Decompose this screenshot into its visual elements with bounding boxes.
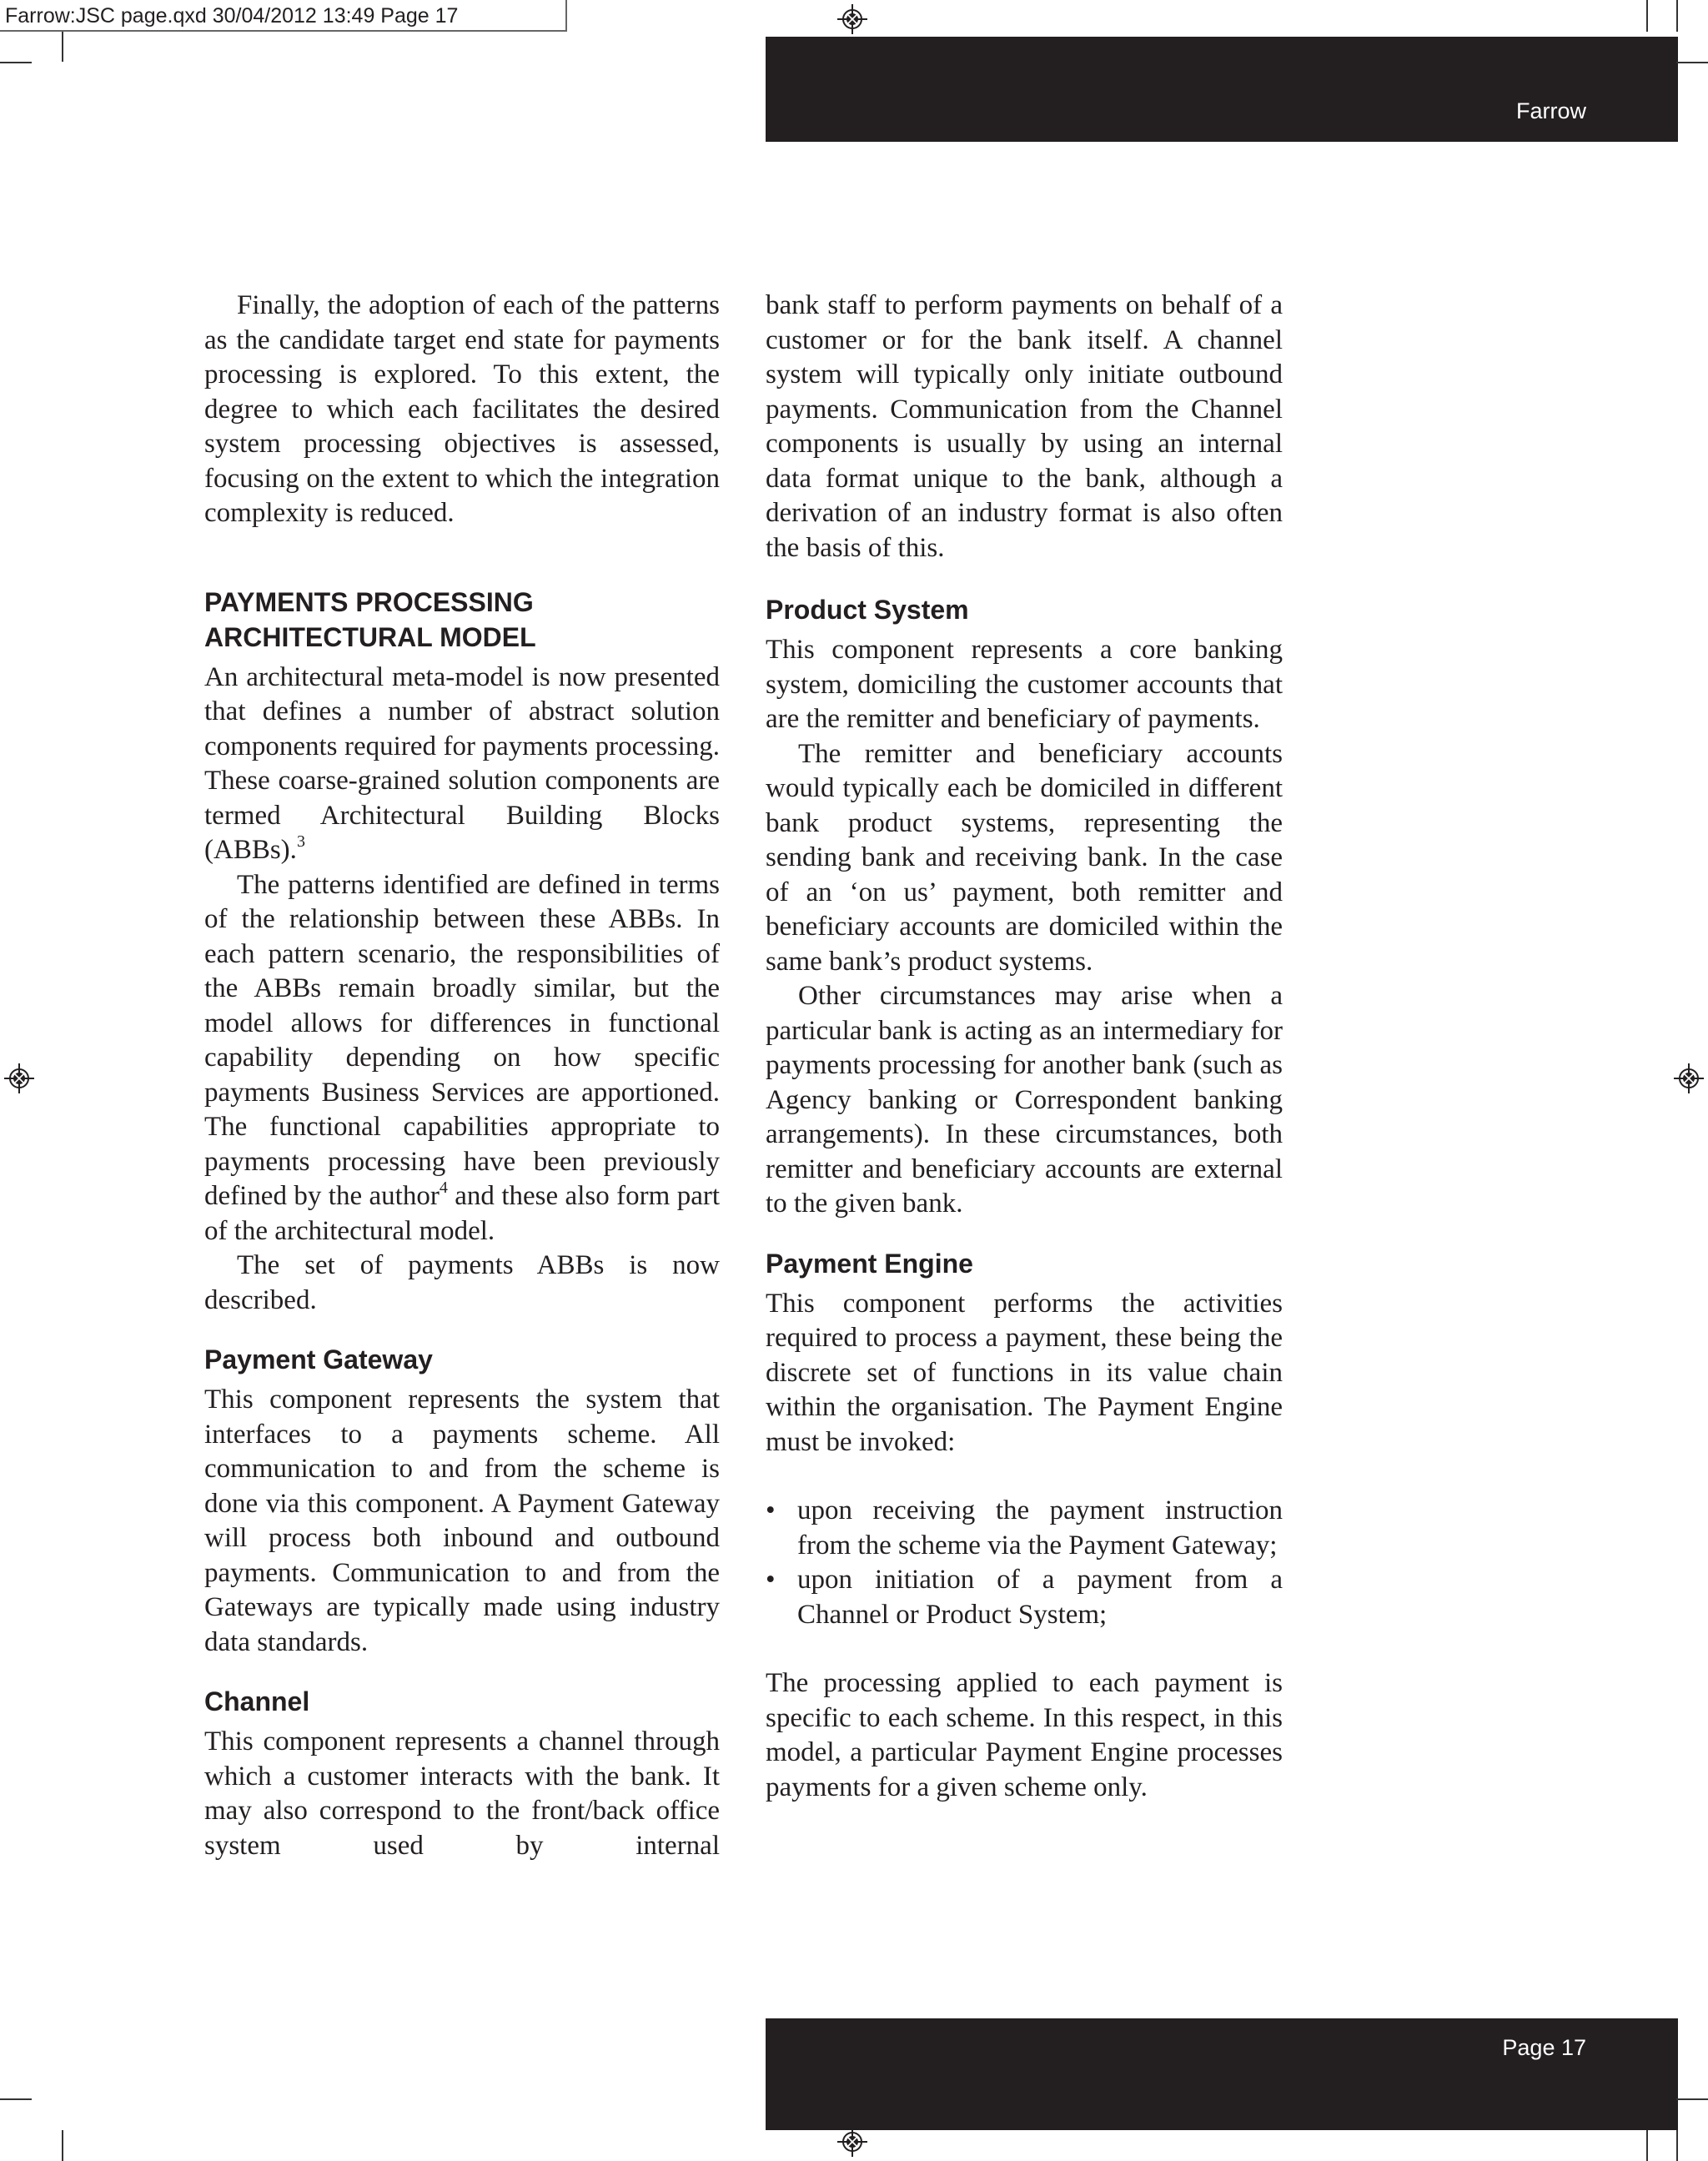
crop-mark-top-left-v	[62, 32, 63, 62]
model-paragraph-3: The set of payments ABBs is now described.	[204, 1250, 720, 1315]
payment-engine-bullet-list	[766, 1494, 1283, 1632]
model-paragraph-2-text-a: The patterns identified are defined in terms of the relationship between these ABBs. In each pattern scenario, the responsibilities of the ABBs remain broadly similar, but the model allows for differences in functional capability depending on how specific payments Business Services are apportioned. The functional capabilities appropriate to payments processing have been previously defined by the author	[204, 869, 720, 1211]
channel-heading: Channel	[204, 1686, 310, 1716]
payment-gateway-paragraph: This component represents the system that interfaces to a payments scheme. All communication to and from the scheme is done via this component. A Payment Gateway will process both inbound and outbound payments. Communication to and from the Gateways are typically made using industry data standards.	[204, 1385, 720, 1657]
crop-mark-top-right-v2	[1676, 0, 1678, 32]
page-number: Page 17	[1502, 2035, 1586, 2060]
registration-mark-left-icon	[4, 1063, 34, 1093]
registration-mark-bottom-icon	[837, 2127, 867, 2157]
crop-mark-bottom-right-v2	[1676, 2130, 1678, 2161]
footnote-ref-3: 3	[296, 832, 305, 851]
left-text-column	[204, 289, 720, 1863]
right-text-column	[766, 289, 1283, 1805]
intro-paragraph: Finally, the adoption of each of the patterns as the candidate target end state for payments processing is explored. To this extent, the degree to which each facilitates the desired system processing objectives is assessed, focusing on the extent to which the integration complexity is reduced.	[204, 290, 720, 528]
channel-paragraph: This component represents a channel through which a customer interacts with the bank. It may also correspond to the front/back office system used by internal	[204, 1726, 720, 1861]
footnote-ref-4: 4	[439, 1178, 448, 1197]
registration-mark-right-icon	[1674, 1063, 1704, 1093]
crop-mark-bottom-right-v1	[1646, 2130, 1648, 2161]
payment-engine-heading: Payment Engine	[766, 1248, 973, 1279]
running-head-bar	[766, 37, 1678, 142]
section-heading-line2: ARCHITECTURAL MODEL	[204, 621, 536, 652]
spacer	[766, 1632, 1283, 1666]
crop-mark-bottom-right-h	[1676, 2098, 1708, 2100]
payment-gateway-heading: Payment Gateway	[204, 1344, 433, 1374]
registration-mark-top-icon	[837, 4, 867, 34]
product-system-paragraph-1: This component represents a core banking system, domiciling the customer accounts that are the remitter and beneficiary of payments.	[766, 635, 1283, 734]
payment-engine-paragraph-2: The processing applied to each payment is specific to each scheme. In this respect, in this model, a particular Payment Engine processes payments for a given scheme only.	[766, 1668, 1283, 1802]
footer-bar	[766, 2018, 1678, 2130]
bullet-item: • upon initiation of a payment from a Channel or Product System;	[766, 1563, 1283, 1632]
channel-paragraph-continued: bank staff to perform payments on behalf of a customer or for the bank itself. A channel system will typically only initiate outbound payments. Communication from the Channel components is usually by using an internal data format unique to the bank, although a derivation of an industry format is also often the basis of this.	[766, 290, 1283, 563]
spacer	[766, 1460, 1283, 1494]
product-system-paragraph-3: Other circumstances may arise when a particular bank is acting as an intermediary for payments processing for another bank (such as Agency banking or Correspondent banking arrangements). In these circumstances, both remitter and beneficiary accounts are external to the given bank.	[766, 981, 1283, 1219]
print-slug-line: Farrow:JSC page.qxd 30/04/2012 13:49 Page 17	[0, 0, 567, 32]
product-system-paragraph-2: The remitter and beneficiary accounts would typically each be domiciled in different bank product systems, representing the sending bank and receiving bank. In the case of an ‘on us’ payment, both remitter and beneficiary accounts are domiciled within the same bank’s product systems.	[766, 738, 1283, 977]
crop-mark-top-left-h	[0, 62, 32, 63]
running-head-author: Farrow	[1515, 98, 1586, 123]
crop-mark-bottom-left-v	[62, 2130, 63, 2161]
model-paragraph-1	[204, 661, 720, 868]
bullet-item: • upon receiving the payment instruction from the scheme via the Payment Gateway;	[766, 1494, 1283, 1563]
crop-mark-top-right-h	[1676, 62, 1708, 63]
section-heading-line1: PAYMENTS PROCESSING	[204, 586, 534, 617]
crop-mark-bottom-left-h	[0, 2098, 32, 2100]
crop-mark-top-right-v1	[1646, 0, 1648, 32]
model-paragraph-1-text: An architectural meta-model is now presented that defines a number of abstract solution components required for payments processing. These coarse-grained solution components are termed Architectural Building Blocks (ABBs).	[204, 661, 720, 865]
model-paragraph-2	[204, 868, 720, 1249]
payment-engine-paragraph-1: This component performs the activities required to process a payment, these being the discrete set of functions in its value chain within the organisation. The Payment Engine must be invoked:	[766, 1288, 1283, 1457]
product-system-heading: Product System	[766, 595, 969, 625]
model-paragraph-2-text-b: and these also form part of the architectural model.	[204, 1181, 721, 1246]
section-heading	[204, 585, 720, 655]
